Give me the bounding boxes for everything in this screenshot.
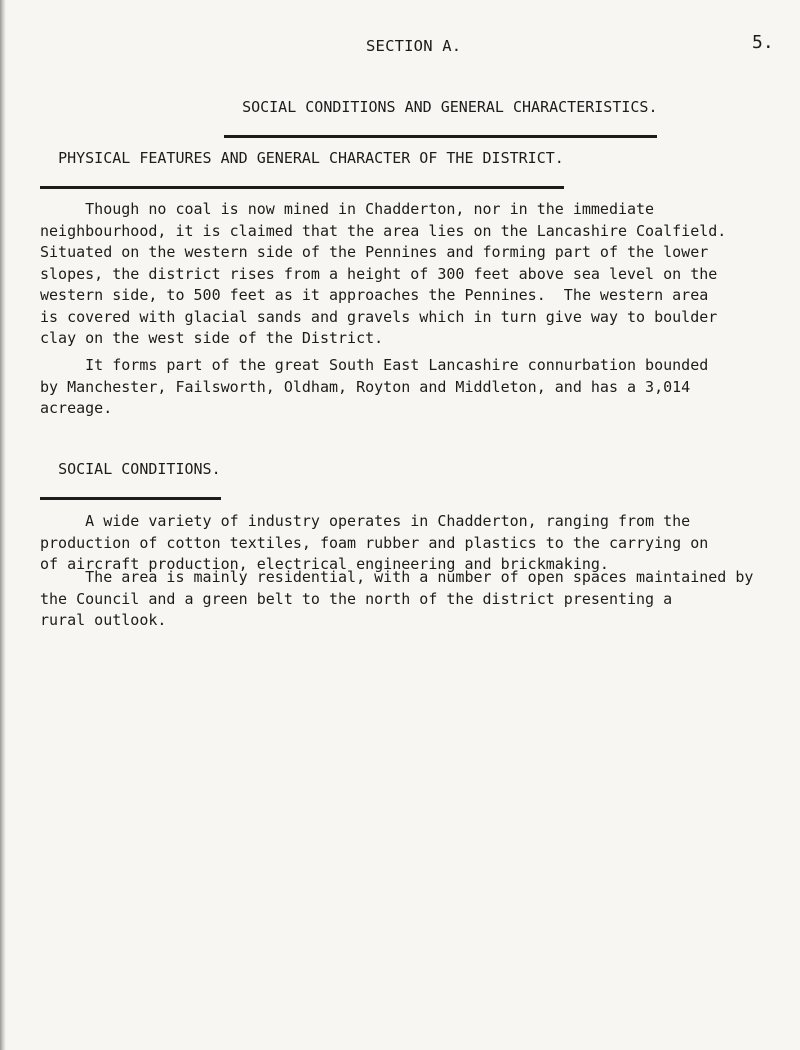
page-edge-shadow (0, 0, 6, 1050)
social-conditions-heading (40, 442, 221, 518)
paragraph-industry: A wide variety of industry operates in Chadderton, ranging from the production of cotton textiles, foam rubber and plastics to the carrying on of aircraft production, electrical engineering and brickmaking. (40, 512, 709, 573)
main-heading-text: SOCIAL CONDITIONS AND GENERAL CHARACTERISTICS. (242, 98, 658, 116)
physical-features-underline (40, 186, 564, 189)
paragraph-residential: The area is mainly residential, with a number of open spaces maintained by the Council and a green belt to the north of the district presenting a rural outlook. (40, 568, 754, 629)
paragraph-physical-features: Though no coal is now mined in Chadderton, nor in the immediate neighbourhood, it is claimed that the area lies on the Lancashire Coalfield. Situated on the western side of the Pennines and forming part of the lower slopes, the district rises from a height of 300 feet above sea level on the western side, to 500 feet as it approaches the Pennines. The western area is covered with glacial sands and gravels which in turn give way to boulder clay on the west side of the District. (40, 200, 727, 347)
social-conditions-heading-text: SOCIAL CONDITIONS. (58, 460, 221, 478)
physical-features-heading-text: PHYSICAL FEATURES AND GENERAL CHARACTER OF THE DISTRICT. (58, 149, 564, 167)
physical-features-heading (40, 131, 564, 207)
page-number: 5. (752, 32, 774, 53)
paragraph-connurbation: It forms part of the great South East Lancashire connurbation bounded by Manchester, Failsworth, Oldham, Royton and Middleton, and has a 3,014 acreage. (40, 356, 709, 417)
section-title: SECTION A. (366, 37, 462, 55)
social-conditions-underline (40, 497, 221, 500)
